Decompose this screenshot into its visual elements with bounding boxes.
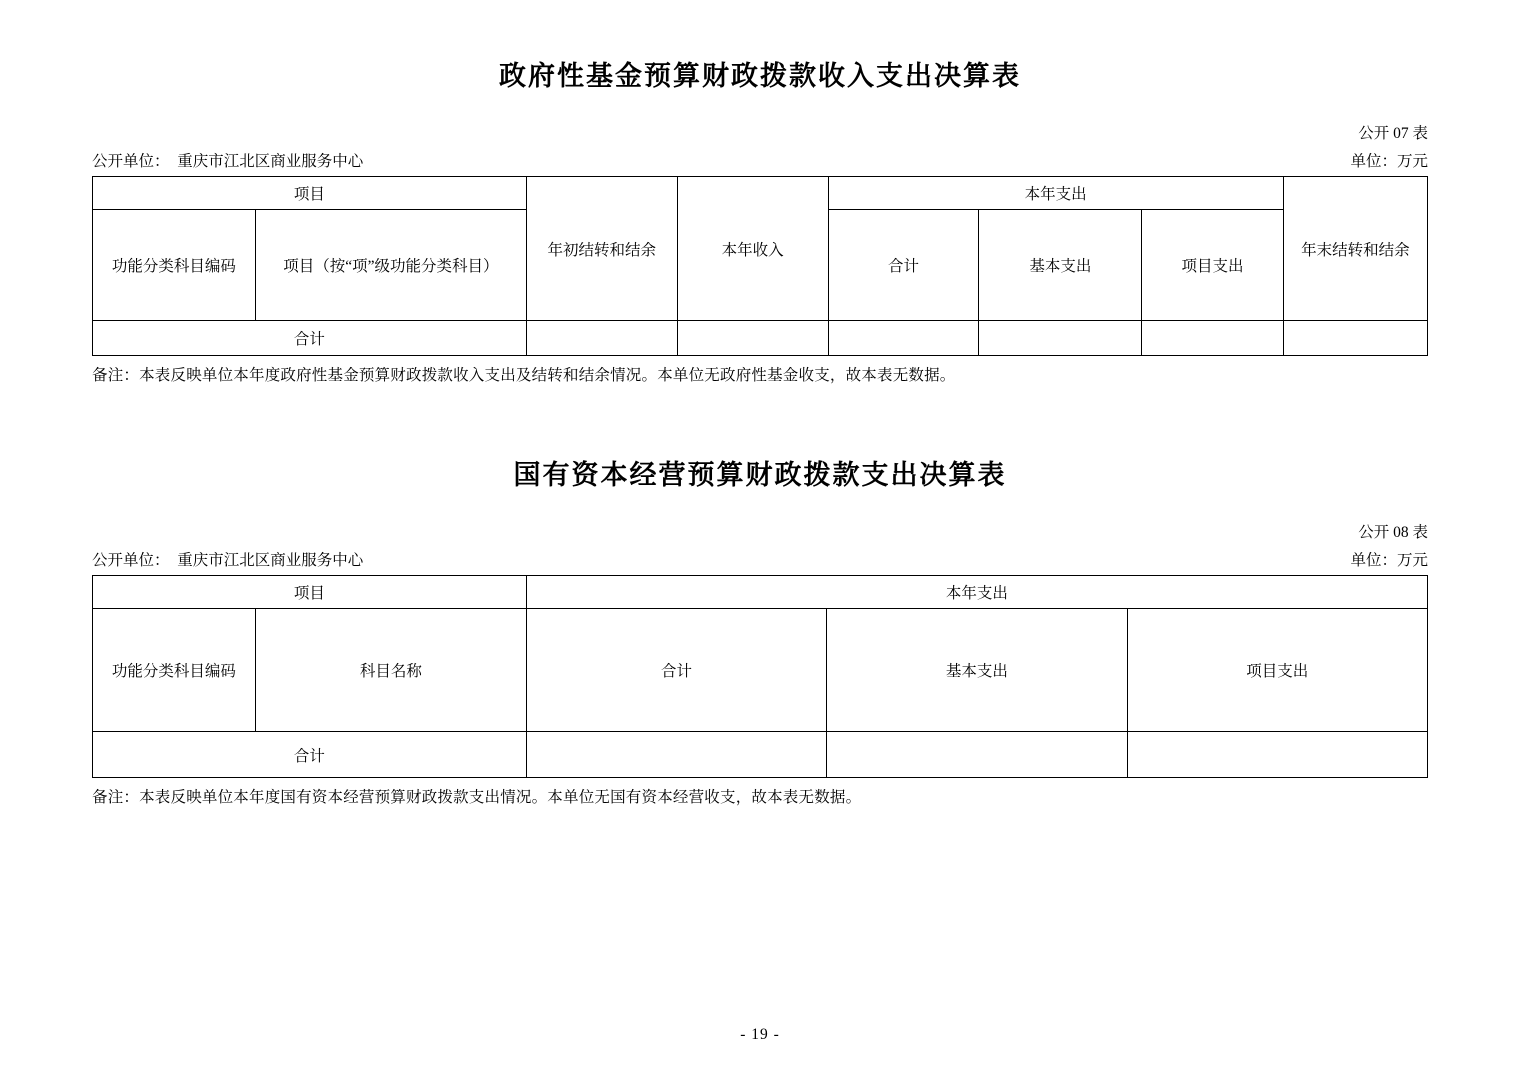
table1-total-begin-balance [526, 321, 677, 356]
table1-unit-label: 公开单位： 重庆市江北区商业服务中心 [92, 153, 364, 170]
table1-header-year-income: 本年收入 [677, 177, 828, 321]
table2-note: 备注：本表反映单位本年度国有资本经营预算财政拨款支出情况。本单位无国有资本经营收支，故本表无数据。 [92, 789, 862, 807]
table1-note: 备注：本表反映单位本年度政府性基金预算财政拨款收入支出及结转和结余情况。本单位无政府性基金收支，故本表无数据。 [92, 367, 956, 384]
table2-total-total [526, 732, 826, 778]
table1-header-total: 合计 [828, 210, 979, 321]
table1-header-project-name: 项目（按“项”级功能分类科目） [255, 210, 526, 321]
table-row [93, 576, 1428, 609]
table1-total-end-balance [1283, 321, 1427, 356]
table2-header-basic-expense: 基本支出 [827, 609, 1127, 732]
table2-header-project-expense: 项目支出 [1127, 609, 1427, 732]
table-row [93, 732, 1428, 778]
table2-total-basic-expense [827, 732, 1127, 778]
page-number: - 19 - [740, 1026, 780, 1043]
table1-header-basic-expense: 基本支出 [979, 210, 1142, 321]
table2-header-subject-name: 科目名称 [255, 609, 526, 732]
table2-header-func-code: 功能分类科目编码 [93, 609, 256, 732]
table2-total-label: 合计 [93, 732, 527, 778]
table2-amount-unit: 单位：万元 [1350, 552, 1428, 570]
table2-meta [92, 548, 1428, 570]
table1-header-begin-balance: 年初结转和结余 [526, 177, 677, 321]
table2-header-year-expense-group: 本年支出 [526, 576, 1427, 609]
table2-form-code: 公开 08 表 [1358, 524, 1428, 542]
table2-total-project-expense [1127, 732, 1427, 778]
table1-header-project-group: 项目 [93, 177, 527, 210]
table1-header-end-balance: 年末结转和结余 [1283, 177, 1427, 321]
table1-total-year-income [677, 321, 828, 356]
table1-total-basic-expense [979, 321, 1142, 356]
section-gap [92, 387, 1428, 433]
table-row [93, 177, 1428, 210]
table1-total-project-expense [1142, 321, 1284, 356]
table1-total-label: 合计 [93, 321, 527, 356]
government-fund-budget-table [92, 176, 1428, 356]
table-row [93, 609, 1428, 732]
table2-header-project-group: 项目 [93, 576, 527, 609]
table1-header-func-code: 功能分类科目编码 [93, 210, 256, 321]
table1-form-code: 公开 07 表 [1358, 125, 1428, 142]
table1-header-project-expense: 项目支出 [1142, 210, 1284, 321]
table1-title: 政府性基金预算财政拨款收入支出决算表 [499, 61, 1021, 91]
table2-header-total: 合计 [526, 609, 826, 732]
table1-header-year-expense-group: 本年支出 [828, 177, 1283, 210]
table2-title: 国有资本经营预算财政拨款支出决算表 [513, 460, 1007, 491]
state-capital-budget-table [92, 575, 1428, 778]
table1-meta [92, 149, 1428, 171]
table-row [93, 321, 1428, 356]
table2-unit-label: 公开单位： 重庆市江北区商业服务中心 [92, 552, 364, 570]
table1-total-total [828, 321, 979, 356]
table1-amount-unit: 单位：万元 [1350, 153, 1428, 170]
